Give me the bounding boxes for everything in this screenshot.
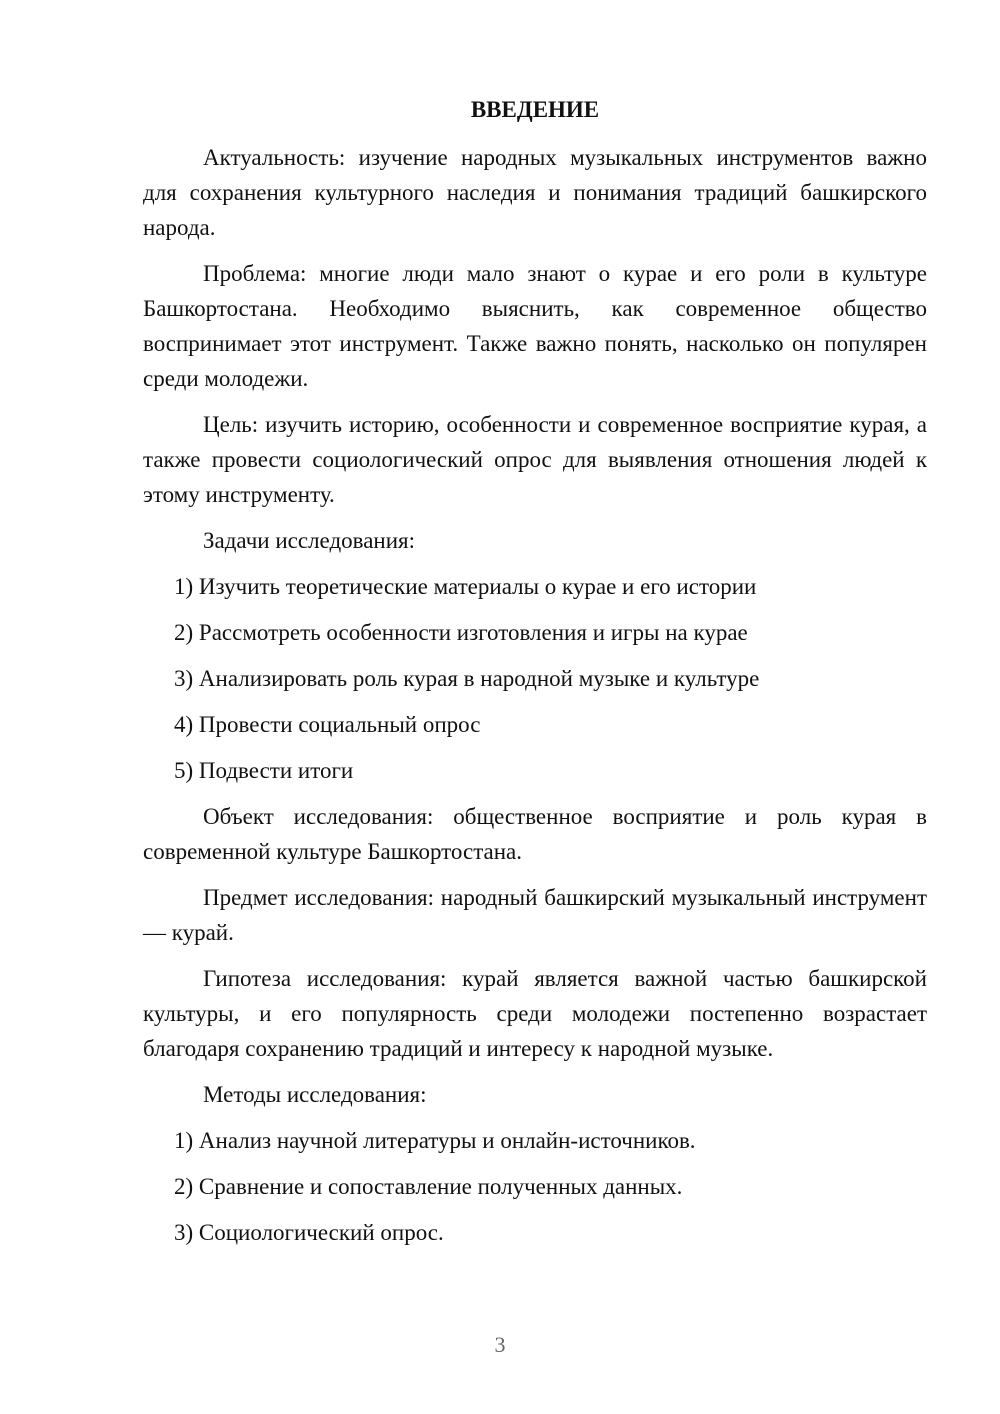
- hypothesis-paragraph: Гипотеза исследования: курай является важной частью башкирской культуры, и его популярность среди молодежи постепенно возрастает благодаря сохранению традиций и интересу к народной музыке.: [143, 966, 927, 1061]
- subject-paragraph: Предмет исследования: народный башкирский музыкальный инструмент — курай.: [143, 885, 927, 945]
- relevance-paragraph: Актуальность: изучение народных музыкальных инструментов важно для сохранения культурного наследия и понимания традиций башкирского народа.: [143, 145, 927, 240]
- list-item: 2) Сравнение и сопоставление полученных данных.: [174, 1174, 683, 1199]
- page-number: 3: [494, 1332, 506, 1357]
- list-item: 5) Подвести итоги: [174, 758, 354, 783]
- object-paragraph: Объект исследования: общественное восприятие и роль курая в современной культуре Башкортостана.: [143, 804, 927, 864]
- list-item: 1) Анализ научной литературы и онлайн-источников.: [174, 1128, 696, 1153]
- list-item: 1) Изучить теоретические материалы о курае и его истории: [174, 574, 757, 599]
- list-item: 4) Провести социальный опрос: [174, 712, 481, 737]
- goal-paragraph: Цель: изучить историю, особенности и современное восприятие курая, а также провести социологический опрос для выявления отношения людей к этому инструменту.: [143, 412, 927, 507]
- document-page: [143, 92, 927, 1261]
- problem-paragraph: Проблема: многие люди мало знают о курае и его роли в культуре Башкортостана. Необходимо выяснить, как современное общество воспринимает этот инструмент. Также важно понять, насколько он популярен среди молодежи.: [143, 261, 927, 391]
- methods-list: [143, 1123, 927, 1250]
- tasks-heading: Задачи исследования:: [203, 528, 416, 553]
- section-title: ВВЕДЕНИЕ: [470, 97, 600, 122]
- list-item: 3) Анализировать роль курая в народной музыке и культуре: [174, 666, 760, 691]
- list-item: 2) Рассмотреть особенности изготовления и игры на курае: [174, 620, 748, 645]
- tasks-list: [143, 569, 927, 788]
- list-item: 3) Социологический опрос.: [174, 1220, 444, 1245]
- methods-heading: Методы исследования:: [203, 1082, 427, 1107]
